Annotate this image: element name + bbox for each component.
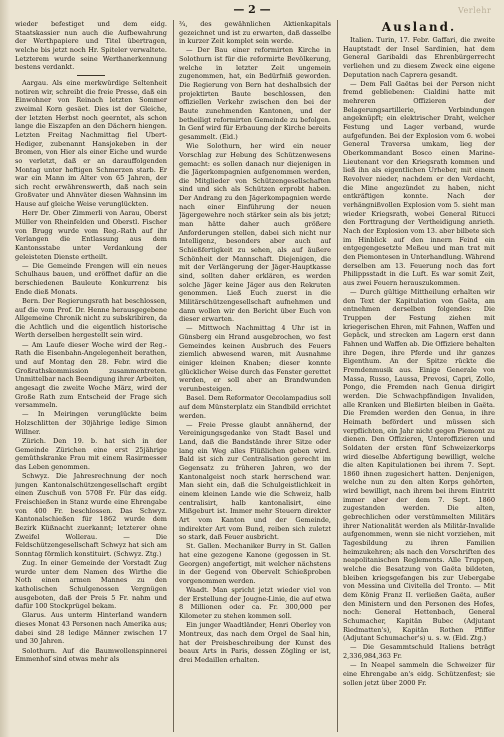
column-1 — [15, 20, 167, 732]
paragraph: Waadt. Man spricht jetzt wieder viel von der Erstellung der Jougne-Linie, die auf etwa 8 Millionen oder ca. Fr. 300,000 per Kilometer zu stehen kommen soll. — [179, 586, 331, 621]
paragraph: Zug. In einer Gemeinde der Vorstadt Zug wurde unter dem Namen des Wirthe die Noth einen armen Mannes zu den katholischen Schulgenossen Vergnügen ausgeboten, daß der Preis 5 Fr. nahm und dafür 100 Stockprügel bekam. — [15, 559, 167, 611]
paragraph: Basel. Dem Reformator Oecolampadius soll auf dem Münsterplatz ein Standbild errichtet werden. — [179, 394, 331, 420]
separator — [15, 75, 167, 76]
paragraph: Bern. Der Regierungsrath hat beschlossen, auf die vom Prof. Dr. Henne herausgegebene Allgemeine Chronik nicht zu subskribiren, da die Achtlich und die eigentlich historische Werth derselben hergestellt sein wird. — [15, 296, 167, 340]
paragraph: Italien. Turin, 17. Febr. Gaffari, die zweite Hauptstadt der Insel Sardinien, hat dem General Garibaldi das Ehrenbürgerrecht verliehen und zu diesem Zweck eine eigene Deputation nach Caprera gesandt. — [343, 36, 495, 79]
paragraph: — In Neapel sammeln die Schweizer für eine Ehrengabe an's eidg. Schützenfest; sie sollen jetzt über 2000 Fr. — [343, 661, 495, 687]
column-2 — [179, 20, 331, 732]
paragraph: Glarus. Aus unterm Hinterland wandern dieses Monat 43 Personen nach Amerika aus; dabei sind 28 ledige Männer zwischen 17 und 30 Jahren. — [15, 611, 167, 646]
paragraph: ¾, des gewähnlichen Aktienkapitals gezeichnet und ist zu erwarten, daß dasselbe in kurzer Zeit komplet sein werde. — [179, 20, 331, 46]
paragraph: St. Gallen. Mechaniker Burry in St. Gallen hat eine gezogene Kanone (gegossen in St. Georgen) angefertigt, mit welcher nächstens in der Gegend von Obervelt Schießproben vorgenommen werden. — [179, 542, 331, 585]
paragraph: — Durch gültige Mittheilung erhalten wir den Text der Kapitulation von Gaëta, am entnehmen derselben folgendes: Die Truppen der Festung ziehen mit kriegerischen Ehren, mit Fahnen, Waffen und Gepäck, und strecken am Lagern erst dann Fahnen und Waffen ab. Die Offiziere behalten ihre Degen, ihre Pferde und ihr ganzes Eigenthum. An der Spitze rückte die Fremdenmusik aus. Einige Generale von Massa, Russo, Laussa, Prevosi, Capri, Zollo, Pongo, die Fremden nach Genua dirigirt werden. Die Schwachpfändigen Invaliden, alle Kranken und Bleßirten bleiben in Gaëta. Die Fremden werden den Genua, in ihre Heimath befördert und müssen sich verpflichten, ein Jahr nicht gegen Piemont zu dienen. Den Offizieren, Unteroffizieren und Soldaten der ersten fünf Schweizerkorps wird dieselbe Abfertigung bewilligt, welche die alten Kapitulationen bei ihrem 7. Sept. 1860 ihnen zugesichert hatten. Denjenigen, welche nun zu den alten Korps gehörten, wird bewilligt, nach ihrem bei ihrem Eintritt immer aber der dem 7. Sept. 1860 zugestanden werden. Die alten, gebrechlichen oder verstümmelten Militärs ihrer Nationalität werden als Militär-Invalide aufgenommen, wenn sie nicht vorziehen, mit Tagesbildung zu ihren Familien heimzukehren; als nach den Vorschriften des neapolitanischen Reglements. Alle Truppen, welche die Besatzung von Gaëta bildeten, bleiben kriegsgefangen bis zur Uebergabe von Messina und Civitella del Tronto. — Mit dem König Franz II. verließen Gaëta, außer den Ministern und den Personen des Hofes, noch: General Hettenbach, General Schumacher, Kapitän Bubec (Adjutant Riedmatten's), Kapitän Rothen Pfiffer (Adjutant Schumacher's) u. s. w. (Eid. Ztg.) — [343, 288, 495, 643]
paragraph: Ein junger Waadtländer, Henri Oberley von Montreux, das nach dem Orgel de Saal hin, hat der Preisbeschreibung der Kunst des beaux Arts in Paris, dessen Zögling er ist, drei Medaillen erhalten. — [179, 621, 331, 664]
bleed-through-text: Verlehr — [458, 6, 492, 15]
paragraph: Wie Solothurn, her wird ein neuer Vorschlag zur Hebung des Schützenwesens gemacht: es sollen danach nur diejenigen in die Jägerkompagnien aufgenommen werden, die Mitglieder von Schützengesellschaften sind und sich als Schützen erprobt haben. Der Andrang zu den Jägerkompagnien werde nach einer Einführung der neuen Jägergewehre noch stärker sein als bis jetzt; man hätte daher auch größere Anforderungen stellen, dabei sich nicht nur Intelligenz, besonders aber auch auf Schießfertigkeit zu sehen, als auf äußere Schönheit der Mannschaft. Diejenigen, die mit der Verlängerung der Jäger-Hauptkasse sind, sollten daher erklären, es werden solche Jäger keine Jäger aus den Rekruten genommen. Ließ Euch zuerst in die Militärschützengesellschaft aufnehmen und dann wollen wir den Bericht über Euch von dieser erwarten. — [179, 142, 331, 324]
paragraph: — In Meiringen verunglückte beim Holzschlitten der 30jährige ledige Simon Willner. — [15, 410, 167, 436]
paragraph: — Der Bau einer reformirten Kirche in Solothurn ist für die reformirte Bevölkerung, welche in letzter Zeit ungemein zugenommen, hat, ein Bedürfniß geworden. Die Regierung von Bern hat deshalbsich der projektirten Baute beschlossen, den offiziellen Verkehr zwischen den bei der Baute zunehmenden Kantonen, und der betheiligt reformirten Gemeinde zu befolgen. In Genf wird für Erbauung der Kirche bereits gesammelt. (Eid.) — [179, 46, 331, 142]
paragraph: Herr Dr. Ober Zimmerli von Aarau, Oberst Müller von Rheinfelden und Oberstl. Fischer von Brugg wurde vom Reg.-Rath auf ihr Verlangen die Entlassung aus dem Kantonsstabe unter Verdankung der geleisteten Dienste ertheilt. — [15, 209, 167, 261]
column-divider — [173, 20, 174, 732]
page-edge-shadow — [0, 0, 10, 737]
paragraph: Schwyz. Die Jahresrechnung der noch jungen Kantonalschützengesellschaft ergibt einen Zuschuß von 5708 Fr. Für das eidg. Freischießen in Stanz wurde eine Ehrengabe von 400 Fr. beschlossen. Das Schwyz. Kantonalschießen für 1862 wurde dem Bezirk Küßnacht zuerkannt; letzterer ohne Zweifel Wollerau. — Die Feldschützengesellschaft Schwyz hat sich am Sonntag förmlich konstituirt. (Schwyz. Ztg.) — [15, 471, 167, 558]
paragraph: Aargau. Als eine merkwürdige Seltenheit notiren wir, schreibt die freie Presse, daß ein Einwohner von Reinach letzten Sommer zweimal Korn gesäet. Dies ist der Gleiche, der letzten Herbst noch geerntet, als schon lange die Eiszapfen an den Dächern hiengen. Letzten Freitag Nachmittag fiel Ubert-Hediger, zubenannt Hansjokeben in der Bromen, von Hier als einer Eiche und wurde so verletzt, daß er an darauffolgenden Montag unter heftigen Schmerzen starb. Er war ein Mann im Alter von 65 Jahren, der sich recht erwährenswerth, daß nach sein Großvater und Ahnväter diesen Wahnsinn im Hause auf gleiche Weise verunglückten. — [15, 78, 167, 209]
paragraph: Zürich. Den 19. b. hat sich in der Gemeinde Zürichen eine erst 25jährige gemüthskranke Frau mit einem Rasirmesser das Leben genommen. — [15, 436, 167, 471]
paragraph: — Am Laufe dieser Woche wird der Reg.-Rath die Eisenbahn-Angelegenheit berathen, und auf Montag den 28. Febr. wird die Großrathskommission zusammentreten. Unmittelbar nach Beendigung ihrer Arbeiten, angesagt die zweite Woche März, wird der Große Rath zum Entscheid der Frage sich versammeln. — [15, 340, 167, 410]
page-number: — 2 — — [233, 3, 271, 16]
paragraph: — Dem Fall Gaëtas bei der Person nicht fremd gebliebenen: Cialdini hatte mit mehreren Offizieren der Belagerungsartillerie, Verbindungen angeknüpft; ein elektrischer Draht, welcher Festung und Lager verband, wurde aufgefunden. Bei der Explosion vom 6. wobei General Traversa umkam, lieg der Oberkommandant Bosco einen Marine-Lieutenant vor den Kriegsrath kommen und ließ ihn als eigentlichen Urheber, mit einem Revolver nieder, nachdem er den Verdacht, die Mine angezündet zu haben, nicht entkräftigen konnte. Nach der verhängnißvollen Explosion vom 5. sieht man wieder Kriegsrath, wobei General Ritucci den Forttragung der Vertheidigung anrieth. Nach der Explosion vom 13. aber bilbete sich im Hinblick auf den innern Feind ein entgegengesetzte Meßeu und man trat mit den Piemontesen in Unterhandlung. Während derselben am 13. Feuerung noch das fort Philippsstadt in die Luft. Es war somit Zeit, aus zwei Feuern herauszukommen. — [343, 79, 495, 287]
column-divider — [337, 20, 338, 732]
paragraph: — Die Gemeinde Frengen will ein neues Schulhaus bauen, und eröffnet dafür an die berschiedenen Bauleute Konkurrenz bis Ende dieß Monats. — [15, 261, 167, 296]
paragraph: Solothurn. Auf die Baumwollenspinnerei Emmenhof sind etwas mehr als — [15, 646, 167, 664]
paragraph: — Mittwoch Nachmittag 4 Uhr ist in Günsberg ein Hrand ausgebrochen, wo fest Gemeindes keinen Ausbruch des Feuers ziemlich abwesend waren, mit Ausnahme einiger kleinen Knaben; dieser konnte glücklicher Weise durch das Fenster gerettet werden, er soll aber an Brandwunden verunbesteigen. — [179, 324, 331, 394]
column-3 — [343, 20, 495, 732]
paragraph: wieder befestiget und dem eidg. Staatskassier nun auch die Aufbewahrung der Werthpapiere und Titel übertragen, welche bis jetzt noch Hr. Spiteler verwaltete. Letzterem wurde seine Werthanerkennung bestens verdankt. — [15, 20, 167, 72]
paragraph: — Freie Presse glaubt annähernd, der Vereinigungsgedanke von Stadt Basel und Land, daß die Bandstände ihrer Sitze oder lang ein Weg alles Flüßlichen geben wird. Bald ist sich zur Centralisation gerecht im Gegensatz zu früheren Jahren, wo der Kantonalgeist noch stark herrschend war. Man sieht ein, daß die Schulgeistlichkeit in einem kleinen Lande wie die Schweiz, halb centralisirt, halb kantonalisirt, eine Mißgeburt ist. Immer mehr Steuern direkter Art vom Kanton und der Gemeinde, indirekter Art vom Bund, reiben sich zuletzt so stark, daß Feuer ausbricht. — [179, 420, 331, 542]
paragraph: — Die Gesammtschuld Italiens beträgt 2,336,984,363 Fr. — [343, 643, 495, 661]
section-heading: Ausland. — [381, 20, 457, 34]
